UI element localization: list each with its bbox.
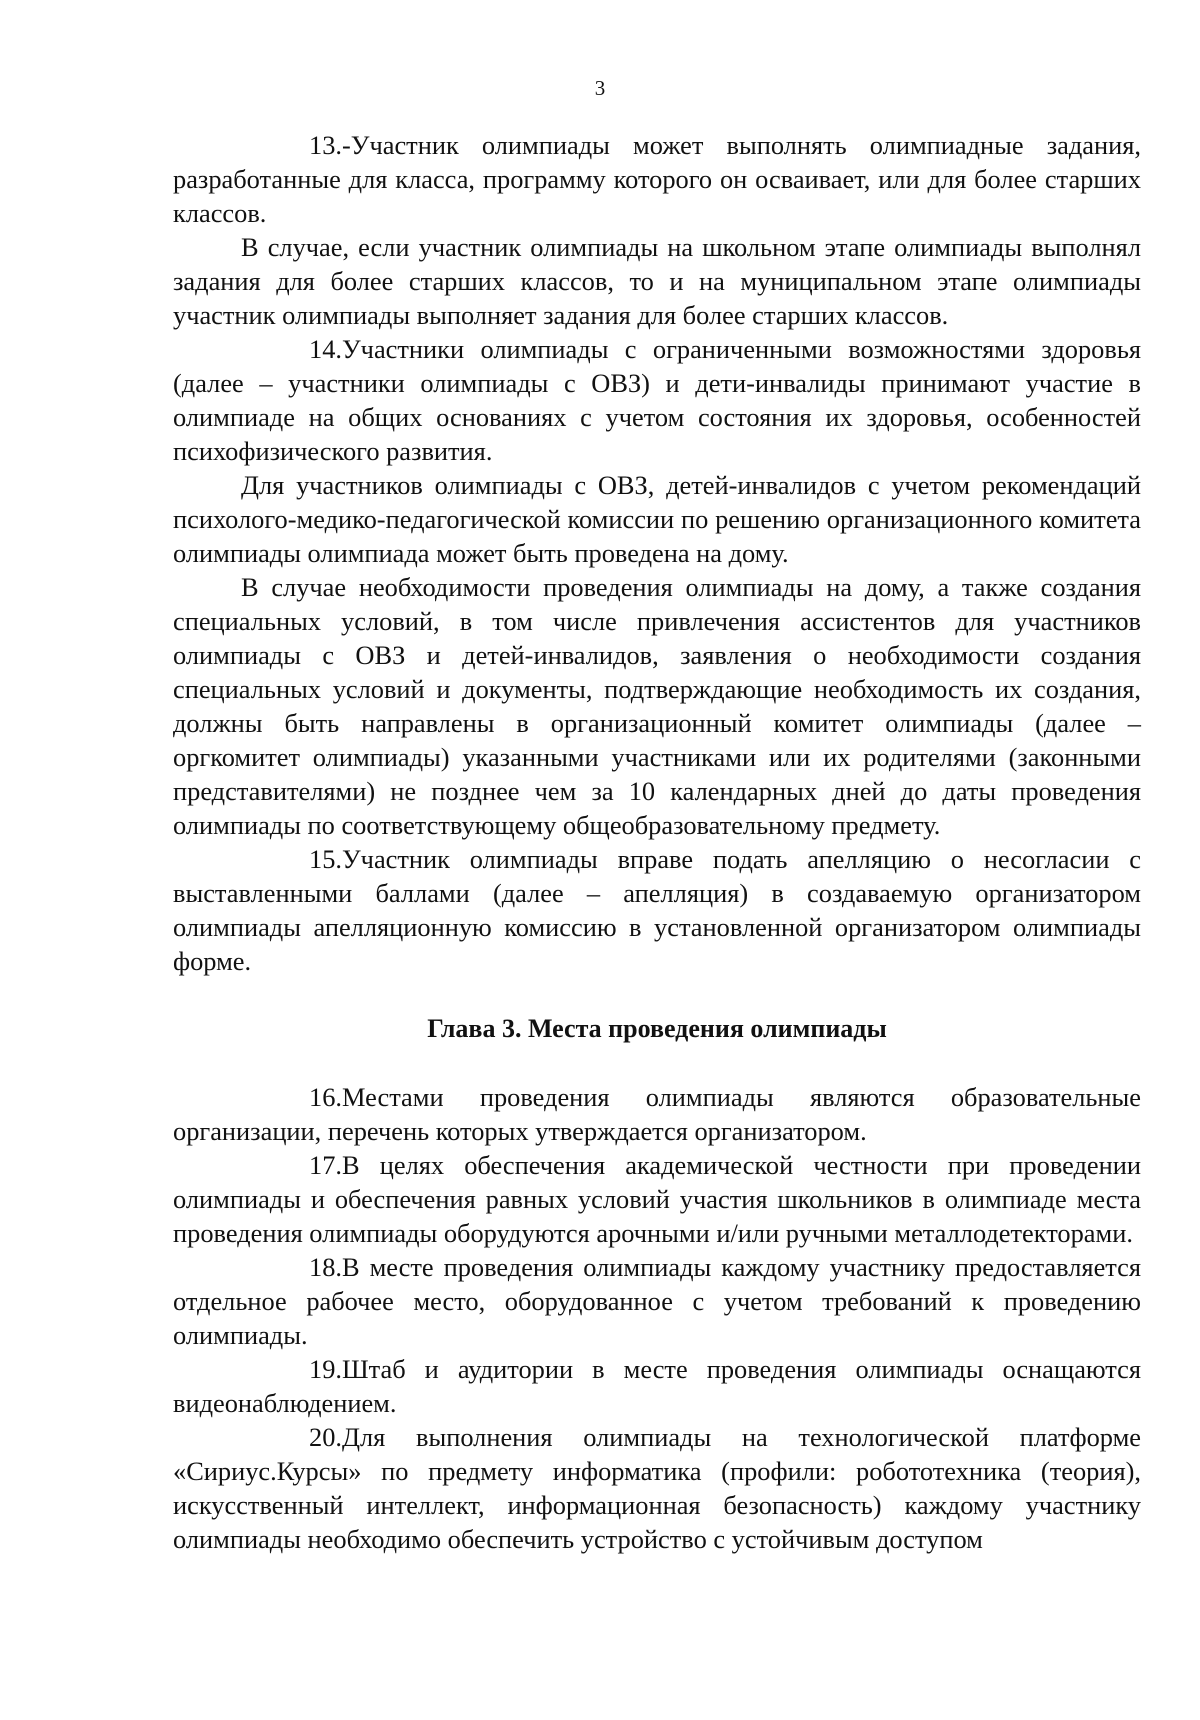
paragraph <box>173 570 1141 842</box>
paragraph-text: В случае необходимости проведения олимпиады на дому, а также создания специальных условий, в том числе привлечения ассистентов для участников олимпиады с ОВЗ и детей-инвалидов, заявления о необходимости создания специальных условий и документы, подтверждающие необходимость их создания, должны быть направлены в организационный комитет олимпиады (далее – оргкомитет олимпиады) указанными участниками или их родителями (законными представителями) не позднее чем за 10 календарных дней до даты проведения олимпиады по соответствующему общеобразовательному предмету. <box>173 572 1141 840</box>
paragraph-number: 17. <box>309 1150 342 1180</box>
paragraph <box>173 842 1141 978</box>
paragraph-text: Участник олимпиады может выполнять олимпиадные задания, разработанные для класса, программу которого он осваивает, или для более старших классов. <box>173 130 1141 228</box>
paragraph-text: Для участников олимпиады с ОВЗ, детей-инвалидов с учетом рекомендаций психолого-медико-педагогической комиссии по решению организационного комитета олимпиады олимпиада может быть проведена на дому. <box>173 470 1141 568</box>
paragraph <box>173 468 1141 570</box>
paragraph <box>173 332 1141 468</box>
paragraph <box>173 1352 1141 1420</box>
paragraph-number: 16. <box>309 1082 342 1112</box>
paragraph-text: Местами проведения олимпиады являются образовательные организации, перечень которых утверждается организатором. <box>173 1082 1141 1146</box>
paragraph-number: 14. <box>309 334 342 364</box>
paragraph-number: 18. <box>309 1252 342 1282</box>
paragraph-number: 15. <box>309 844 342 874</box>
paragraph-text: В целях обеспечения академической честности при проведении олимпиады и обеспечения равных условий участия школьников в олимпиаде места проведения олимпиады оборудуются арочными и/или ручными металлодетекторами. <box>173 1150 1141 1248</box>
paragraph-text: В месте проведения олимпиады каждому участнику предоставляется отдельное рабочее место, оборудованное с учетом требований к проведению олимпиады. <box>173 1252 1141 1350</box>
page-number: 3 <box>594 76 606 100</box>
paragraph-number: 13.- <box>309 130 351 160</box>
chapter-heading: Глава 3. Места проведения олимпиады <box>427 1014 887 1043</box>
paragraph-number: 19. <box>309 1354 342 1384</box>
paragraph <box>173 1148 1141 1250</box>
paragraph-text: Штаб и аудитории в месте проведения олимпиады оснащаются видеонаблюдением. <box>173 1354 1141 1418</box>
paragraph <box>173 1420 1141 1556</box>
paragraph-text: Участники олимпиады с ограниченными возможностями здоровья (далее – участники олимпиады с ОВЗ) и дети-инвалиды принимают участие в олимпиаде на общих основаниях с учетом состояния их здоровья, особенностей психофизического развития. <box>173 334 1141 466</box>
paragraph-text: Для выполнения олимпиады на технологической платформе «Сириус.Курсы» по предмету информатика (профили: робототехника (теория), искусственный интеллект, информационная безопасность) каждому участнику олимпиады необходимо обеспечить устройство с устойчивым доступом <box>173 1422 1141 1554</box>
paragraph-text: Участник олимпиады вправе подать апелляцию о несогласии с выставленными баллами (далее – апелляция) в создаваемую организатором олимпиады апелляционную комиссию в установленной организатором олимпиады форме. <box>173 844 1141 976</box>
section-participants <box>173 128 1141 978</box>
paragraph <box>173 128 1141 230</box>
paragraph-text: В случае, если участник олимпиады на школьном этапе олимпиады выполнял задания для более старших классов, то и на муниципальном этапе олимпиады участник олимпиады выполняет задания для более старших классов. <box>173 232 1141 330</box>
paragraph <box>173 1250 1141 1352</box>
paragraph <box>173 230 1141 332</box>
paragraph-number: 20. <box>309 1422 342 1452</box>
document-body <box>173 128 1141 1556</box>
paragraph <box>173 1080 1141 1148</box>
section-venues <box>173 1080 1141 1556</box>
